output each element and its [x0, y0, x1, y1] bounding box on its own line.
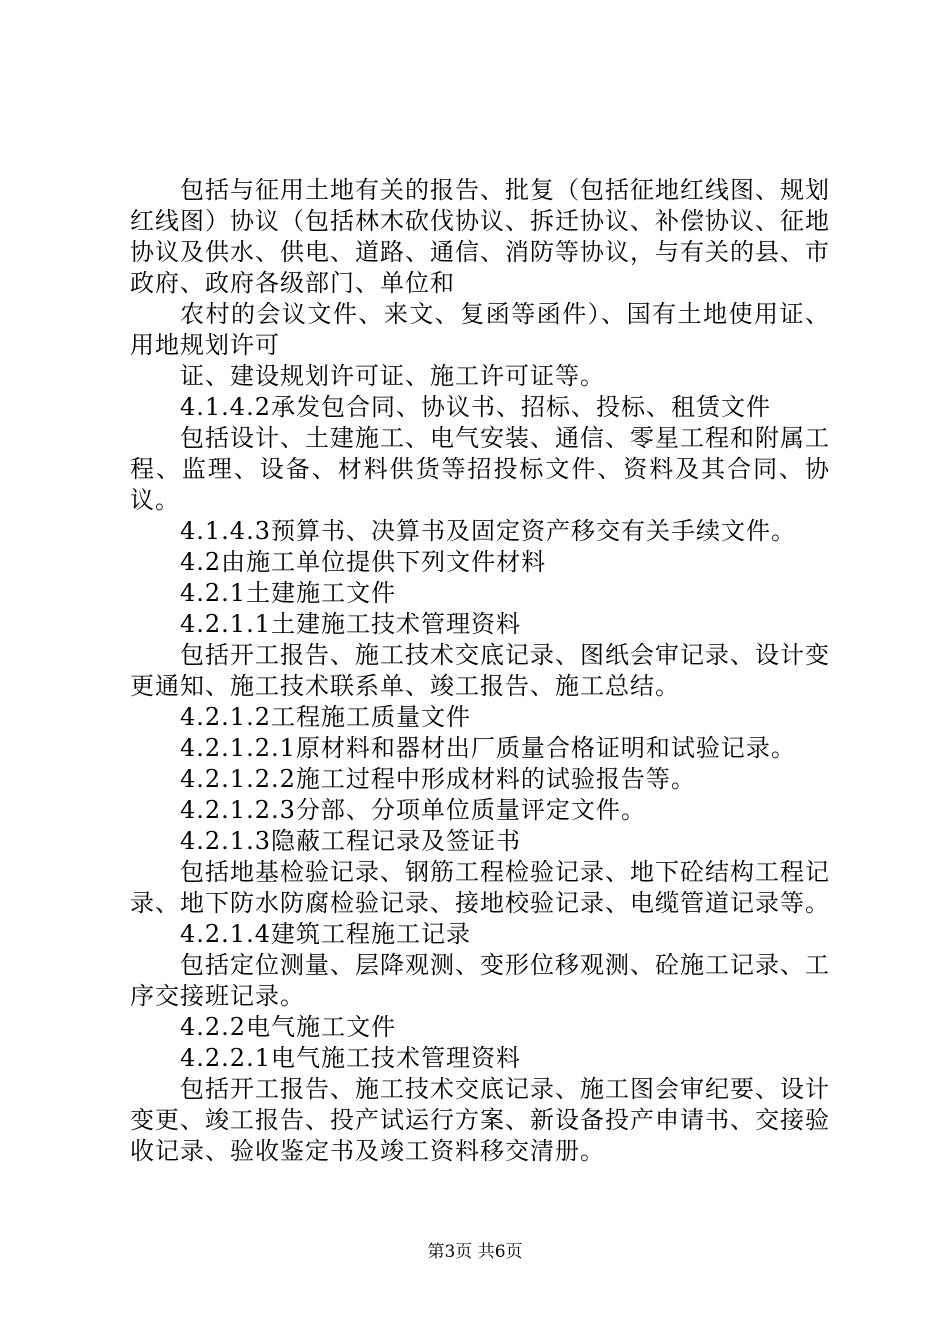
heading-4-2-1-2-2: 4.2.1.2.2施工过程中形成材料的试验报告等。: [180, 765, 696, 793]
heading-4-2-1-2-1: 4.2.1.2.1原材料和器材出厂质量合格证明和试验记录。: [180, 734, 796, 762]
heading-4-2-1-1: 4.2.1.1土建施工技术管理资料: [180, 610, 521, 638]
heading-4-2-1-2-3: 4.2.1.2.3分部、分项单位质量评定文件。: [180, 796, 646, 824]
heading-4-2: 4.2由施工单位提供下列文件材料: [180, 548, 547, 576]
heading-4-2-2: 4.2.2电气施工文件: [180, 1013, 397, 1041]
paragraph-construction-records: 包括定位测量、层降观测、变形位移观测、砼施工记录、工序交接班记录。: [130, 951, 830, 1010]
paragraph-civil-management: 包括开工报告、施工技术交底记录、图纸会审记录、设计变更通知、施工技术联系单、竣工报告、施工总结。: [130, 641, 830, 700]
paragraph-electrical-management: 包括开工报告、施工技术交底记录、施工图会审纪要、设计变更、竣工报告、投产试运行方案、新设备投产申请书、交接验收记录、验收鉴定书及竣工资料移交清册。: [130, 1075, 830, 1165]
paragraph-contracts: 包括设计、土建施工、电气安装、通信、零星工程和附属工程、监理、设备、材料供货等招投标文件、资料及其合同、协议。: [130, 424, 830, 514]
page-number-footer: 第3页 共6页: [427, 1242, 523, 1262]
heading-4-2-2-1: 4.2.2.1电气施工技术管理资料: [180, 1044, 521, 1072]
heading-4-2-1-3: 4.2.1.3隐蔽工程记录及签证书: [180, 827, 521, 855]
heading-4-2-1-2: 4.2.1.2工程施工质量文件: [180, 703, 471, 731]
heading-4-2-1-4: 4.2.1.4建筑工程施工记录: [180, 920, 471, 948]
heading-4-1-4-3: 4.1.4.3预算书、决算书及固定资产移交有关手续文件。: [180, 517, 796, 545]
paragraph-land-acquisition: 包括与征用土地有关的报告、批复（包括征地红线图、规划红线图）协议（包括林木砍伐协议、拆迁协议、补偿协议、征地协议及供水、供电、道路、通信、消防等协议，与有关的县、市政府、政府各级部门、单位和: [130, 176, 830, 297]
document-body: [130, 175, 830, 1167]
paragraph-concealed-works: 包括地基检验记录、钢筋工程检验记录、地下砼结构工程记录、地下防水防腐检验记录、接地校验记录、电缆管道记录等。: [130, 858, 830, 917]
heading-4-1-4-2: 4.1.4.2承发包合同、协议书、招标、投标、租赁文件: [180, 393, 771, 421]
paragraph-rural-meeting-files: 农村的会议文件、来文、复函等函件）、国有土地使用证、用地规划许可: [130, 300, 830, 359]
paragraph-permits: 证、建设规划许可证、施工许可证等。: [180, 362, 605, 390]
heading-4-2-1: 4.2.1土建施工文件: [180, 579, 397, 607]
